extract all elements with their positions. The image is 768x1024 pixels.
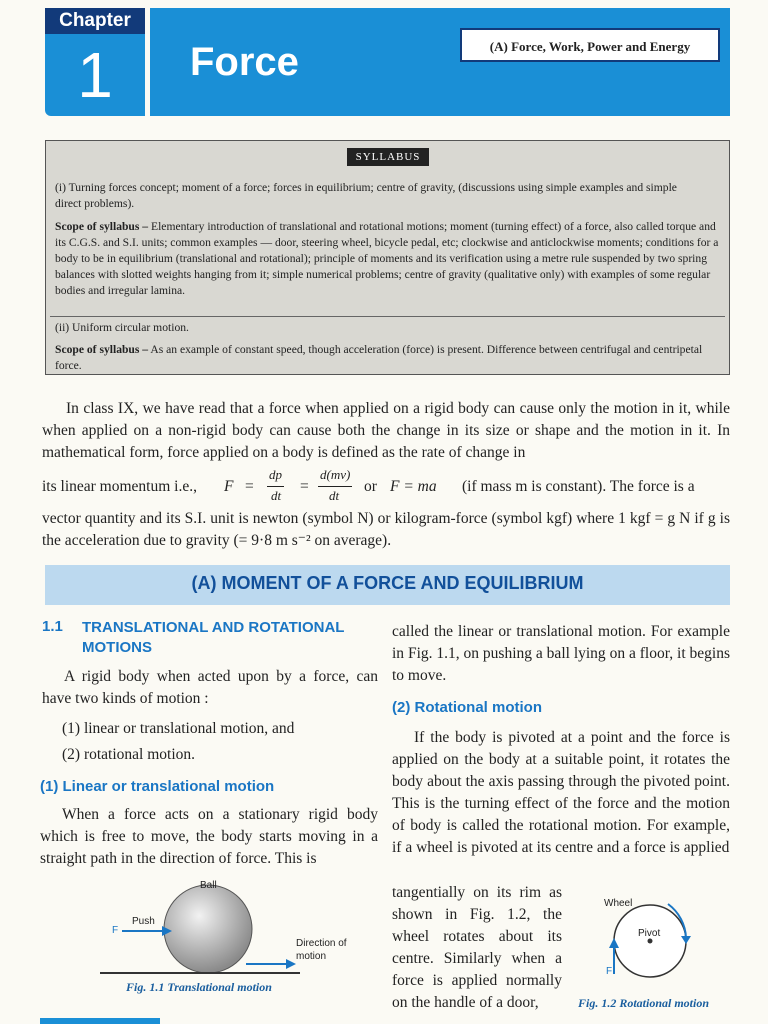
section-title: (A) MOMENT OF A FORCE AND EQUILIBRIUM — [191, 573, 584, 593]
intro-equation-line — [42, 466, 730, 508]
eq-dp: dp — [267, 464, 284, 487]
fig2-caption: Fig. 1.2 Rotational motion — [578, 996, 710, 1010]
heading-1-1: TRANSLATIONAL AND ROTATIONAL MOTIONS — [82, 619, 345, 656]
pivot-dot — [648, 939, 653, 944]
right-paragraph-3: tangentially on its rim as shown in Fig. 1.2, the wheel rotates about its centre. Similarly when a force is applied normally on the handle of a door, — [392, 884, 562, 1011]
fig1-direction-label: Direction of — [296, 938, 347, 949]
syllabus-item-1: (i) Turning forces concept; moment of a force; forces in equilibrium; centre of gravity, (discussions using simple examples and simple direct problems). — [55, 181, 677, 210]
eq-or: or — [364, 478, 377, 495]
scope-label: Scope of syllabus – — [55, 343, 149, 356]
eq-dt-2: dt — [329, 488, 340, 503]
fig1-caption: Fig. 1.1 Translational motion — [126, 980, 272, 994]
subsection-box: (A) Force, Work, Power and Energy — [460, 28, 720, 62]
scope-text: Elementary introduction of translational and rotational motions; moment (turning effect) of a force, also called torque and its C.G.S. and S.I. units; common examples — door, steering wheel, bicycle pedal, etc; clockwise and anticlockwise moments; conditions for a body to be in equilibrium (translational and rotational); principle of moments and its verification using a metre rule suspended by two spring balances with slotted weights hanging from it; simple numerical problems; centre of gravity (qualitative only) with examples of some regular bodies and irregular lamina. — [55, 220, 719, 297]
scope-text: As an example of constant speed, though acceleration (force) is present. Difference between centrifugal and centripetal force. — [55, 343, 703, 372]
intro-paragraph: In class IX, we have read that a force when applied on a rigid body can cause only the motion in it, while when applied on a non-rigid body can cause both the change in its size or shape and the motion in it. In mathematical form, force applied on a body is defined as the rate of change in — [42, 400, 730, 461]
list-item-2: (2) rotational motion. — [62, 746, 196, 763]
eq-equals: = — [245, 478, 254, 495]
left-paragraph-1: A rigid body when acted upon by a force, can have two kinds of motion : — [42, 668, 378, 707]
motion-arrowhead — [286, 959, 296, 969]
syllabus-divider — [50, 316, 725, 317]
intro-paragraph-2: vector quantity and its S.I. unit is newton (symbol N) or kilogram-force (symbol kgf) where 1 kgf = g N if g is the acceleration due to gravity (= 9·8 m s⁻² on average). — [42, 510, 730, 549]
eq-force-symbol: F — [224, 478, 234, 495]
fig2-f-label: F — [606, 966, 613, 977]
syllabus-item-2: (ii) Uniform circular motion. — [55, 321, 189, 334]
eq-fma: F = ma — [390, 478, 437, 495]
fig2-pivot-label: Pivot — [638, 928, 661, 939]
eq-trailing-text: (if mass m is constant). The force is a — [462, 478, 695, 495]
chapter-number: 1 — [77, 39, 113, 111]
fig1-push-label: Push — [132, 916, 155, 927]
right-paragraph-2: If the body is pivoted at a point and the force is applied on the body at a suitable point, it rotates the body about the axis passing through the pivoted point. This is the turning effect of the force and the motion of body is called the rotational motion. For example, if a wheel is pivoted at its centre and a force is applied — [392, 729, 730, 856]
fig1-f-label: F — [112, 925, 119, 936]
syllabus-scope-1 — [55, 219, 723, 299]
list-item-1: (1) linear or translational motion, and — [62, 720, 295, 737]
chapter-label: Chapter — [45, 8, 145, 34]
eq-lead-text: its linear momentum i.e., — [42, 478, 197, 495]
fig1-motion-label: motion — [296, 951, 327, 962]
fig1-ball-label: Ball — [200, 880, 217, 891]
syllabus-tag: SYLLABUS — [347, 148, 429, 166]
eq-dt-1: dt — [271, 488, 282, 503]
footer-accent-bar — [40, 1018, 160, 1024]
eq-dmv: d(mv) — [318, 464, 352, 487]
left-paragraph-2: When a force acts on a stationary rigid body which is free to move, the body starts moving in a straight path in the direction of force. This is — [40, 806, 378, 867]
heading-linear-motion: (1) Linear or translational motion — [40, 778, 275, 795]
right-paragraph-1: called the linear or translational motion. For example in Fig. 1.1, on pushing a ball lying on a floor, it begins to move. — [392, 623, 730, 684]
syllabus-scope-2 — [55, 342, 723, 374]
eq-equals-2: = — [300, 478, 309, 495]
chapter-title: Force — [190, 40, 299, 84]
heading-rotational-motion: (2) Rotational motion — [392, 699, 542, 716]
heading-1-1-number: 1.1 — [42, 618, 63, 635]
fig2-wheel-label: Wheel — [604, 898, 633, 909]
ball-shape — [164, 885, 252, 973]
scope-label: Scope of syllabus – — [55, 220, 149, 233]
